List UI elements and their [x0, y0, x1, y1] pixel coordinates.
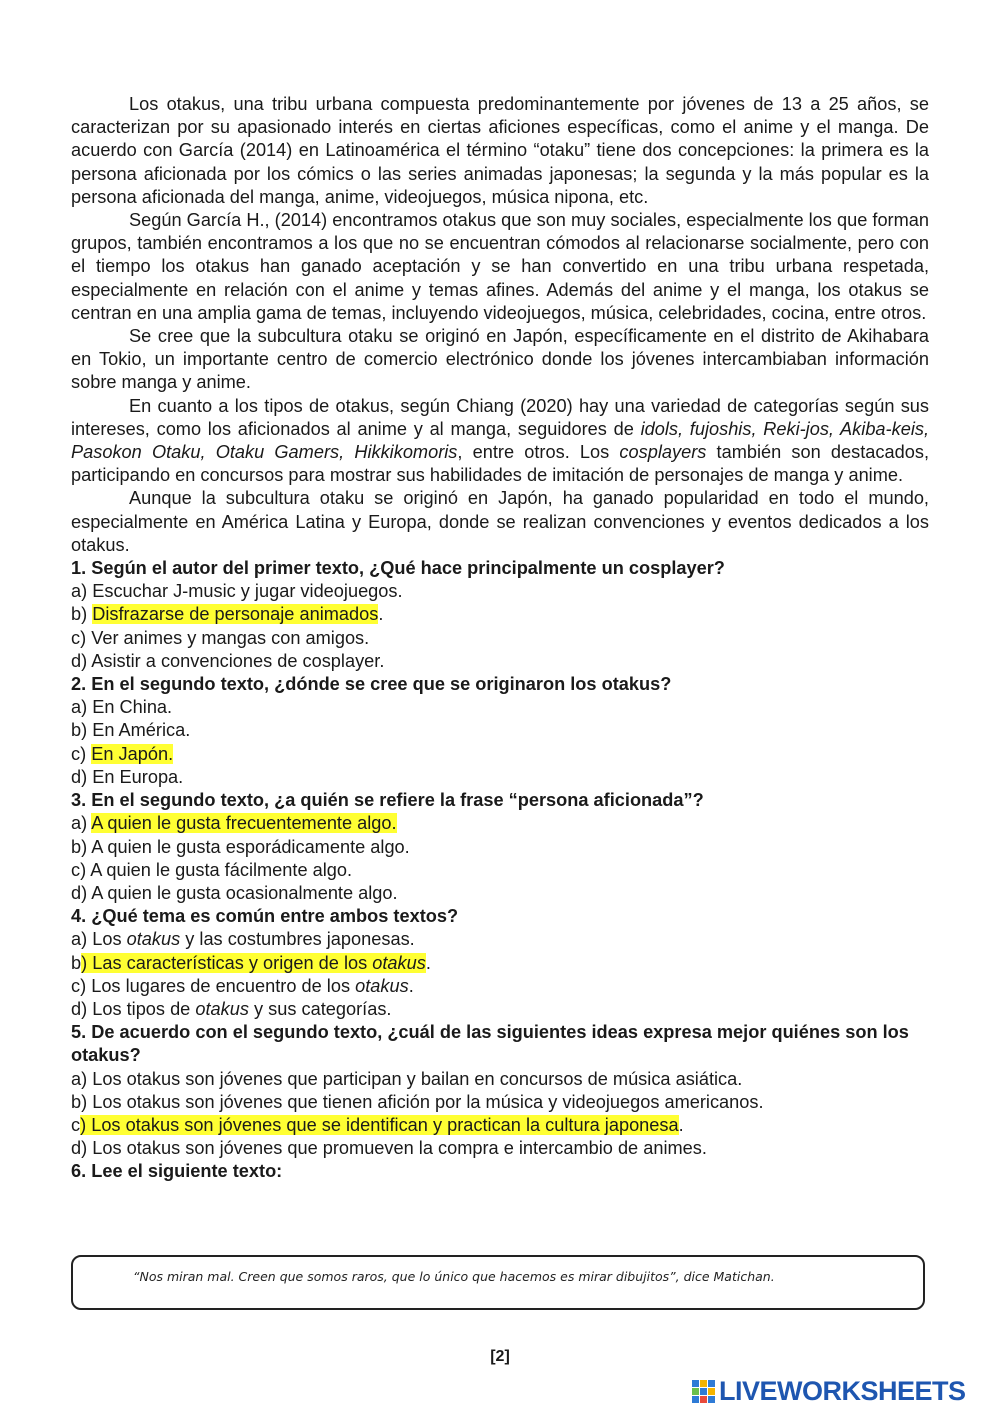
- q1-option-d[interactable]: d) Asistir a convenciones de cosplayer.: [71, 650, 385, 671]
- page-number: [2]: [490, 1348, 510, 1365]
- p4-italic-categories: idols, fujoshis, Reki-jos, Akiba-keis, Pasokon Otaku, Otaku Gamers, Hikkikomoris: [71, 418, 930, 463]
- quote-box: [71, 1255, 925, 1310]
- q4-d-post: y sus categorías.: [248, 998, 392, 1019]
- paragraph-3: Se cree que la subcultura otaku se originó en Japón, específicamente en el distrito de Akihabara en Tokio, un importante centro de comercio electrónico donde los jóvenes intercambiaban información sobre manga y anime.: [71, 326, 929, 393]
- q5-c-highlight: ) Los otakus son jóvenes que se identifican y practican la cultura japonesa: [80, 1114, 679, 1135]
- logo-text: LIVEWORKSHEETS: [719, 1376, 966, 1406]
- q1-option-b[interactable]: [71, 603, 929, 626]
- q4-option-d[interactable]: [71, 998, 929, 1021]
- q1-option-a[interactable]: a) Escuchar J-music y jugar videojuegos.: [71, 581, 403, 602]
- q2-c-prefix: c): [71, 743, 92, 764]
- q4-c-post: .: [408, 975, 414, 996]
- paragraph-5: Aunque la subcultura otaku se originó en Japón, ha ganado popularidad en todo el mundo, especialmente en América Latina y Europa, donde se realizan convenciones y eventos dedicados a los otakus.: [71, 488, 929, 555]
- paragraph-2: Según García H., (2014) encontramos otakus que son muy sociales, especialmente los que forman grupos, también encontramos a los que no se encuentran cómodos al relacionarse socialmente, pero con el tiempo los otakus han ganado aceptación y se han convertido en una tribu urbana respetada, especialmente en relación con el anime y temas afines. Además del anime y el manga, los otakus se centran en una amplia gama de temas, incluyendo videojuegos, música, celebridades, cocina, entre otros.: [71, 210, 929, 323]
- q3-option-b[interactable]: b) A quien le gusta esporádicamente algo.: [71, 836, 410, 857]
- q4-b-highlight: [81, 953, 426, 973]
- q1-b-prefix: b): [71, 604, 93, 625]
- document-body: [71, 93, 929, 1184]
- quote-text: “Nos miran mal. Creen que somos raros, que lo único que hacemos es mirar dibujitos”, dice Matichan.: [133, 1269, 775, 1284]
- q3-option-d[interactable]: d) A quien le gusta ocasionalmente algo.: [71, 882, 398, 903]
- question-3-title: 3. En el segundo texto, ¿a quién se refiere la frase “persona aficionada”?: [71, 790, 704, 811]
- q5-c-pre: c: [71, 1114, 81, 1135]
- question-5-title: 5. De acuerdo con el segundo texto, ¿cuál de las siguientes ideas expresa mejor quiénes son los otakus?: [71, 1022, 909, 1066]
- question-2-title: 2. En el segundo texto, ¿dónde se cree que se originaron los otakus?: [71, 674, 672, 695]
- q5-option-b[interactable]: b) Los otakus son jóvenes que tienen afición por la música y videojuegos americanos.: [71, 1091, 764, 1112]
- q2-option-c[interactable]: [71, 743, 929, 766]
- q4-b-pre: b: [71, 952, 82, 973]
- q4-d-italic: otakus: [195, 998, 249, 1019]
- question-1-title: 1. Según el autor del primer texto, ¿Qué hace principalmente un cosplayer?: [71, 558, 725, 579]
- paragraph-1: Los otakus, una tribu urbana compuesta predominantemente por jóvenes de 13 a 25 años, se caracterizan por su apasionado interés en ciertas aficiones específicas, como el anime y el manga. De acuerdo con García (2014) en Latinoamérica el término “otaku” tiene dos concepciones: la primera es la persona aficionada por los cómics o las series animadas japonesas; la segunda y la más popular es la persona aficionada del manga, anime, videojuegos, música nipona, etc.: [71, 94, 929, 207]
- q1-b-highlight: Disfrazarse de personaje animados: [92, 604, 379, 625]
- q3-a-highlight: A quien le gusta frecuentemente algo.: [91, 813, 397, 834]
- q3-a-prefix: a): [71, 813, 92, 834]
- p4-text-a: En cuanto a los tipos de otakus, según Chiang (2020) hay una variedad de categorías según sus intereses, como los aficionados al anime y al manga, seguidores de: [71, 395, 929, 439]
- q2-option-b[interactable]: b) En América.: [71, 720, 191, 741]
- question-6-title: 6. Lee el siguiente texto:: [71, 1161, 283, 1182]
- q5-option-d[interactable]: d) Los otakus son jóvenes que promueven la compra e intercambio de animes.: [71, 1138, 707, 1159]
- q2-c-highlight: En Japón.: [91, 743, 174, 764]
- q4-b-highlight-text: ) Las características y origen de los: [81, 952, 373, 973]
- q4-d-pre: d) Los tipos de: [71, 998, 196, 1019]
- q2-option-a[interactable]: a) En China.: [71, 697, 173, 718]
- q4-a-italic: otakus: [126, 929, 181, 950]
- q4-c-pre: c) Los lugares de encuentro de los: [71, 975, 356, 996]
- q2-option-d[interactable]: d) En Europa.: [71, 766, 184, 787]
- q4-a-post: y las costumbres japonesas.: [180, 929, 415, 950]
- q4-c-italic: otakus: [355, 975, 409, 996]
- liveworksheets-logo: [692, 1376, 966, 1407]
- p4-text-c: , entre otros. Los: [457, 442, 620, 463]
- p4-italic-cosplayers: cosplayers: [619, 442, 707, 463]
- q1-option-c[interactable]: c) Ver animes y mangas con amigos.: [71, 627, 370, 648]
- question-4-title: 4. ¿Qué tema es común entre ambos textos?: [71, 906, 459, 927]
- p4-text-e: también son destacados, participando en concursos para mostrar sus habilidades de imitación de personajes de manga y anime.: [71, 442, 929, 486]
- q1-b-suffix: .: [378, 604, 384, 625]
- q4-option-c[interactable]: [71, 975, 929, 998]
- q4-option-b[interactable]: [71, 952, 929, 975]
- q4-b-post: .: [425, 952, 431, 973]
- q4-b-highlight-italic: otakus: [372, 952, 426, 973]
- q3-option-a[interactable]: [71, 812, 929, 835]
- q5-option-a[interactable]: a) Los otakus son jóvenes que participan y bailan en concursos de música asiática.: [71, 1068, 743, 1089]
- q3-option-c[interactable]: c) A quien le gusta fácilmente algo.: [71, 859, 353, 880]
- paragraph-4: [71, 395, 929, 488]
- liveworksheets-logo-icon: [692, 1380, 715, 1403]
- q5-option-c[interactable]: [71, 1114, 929, 1137]
- q5-c-post: .: [678, 1114, 684, 1135]
- q4-option-a[interactable]: [71, 928, 929, 951]
- q4-a-pre: a) Los: [71, 929, 127, 950]
